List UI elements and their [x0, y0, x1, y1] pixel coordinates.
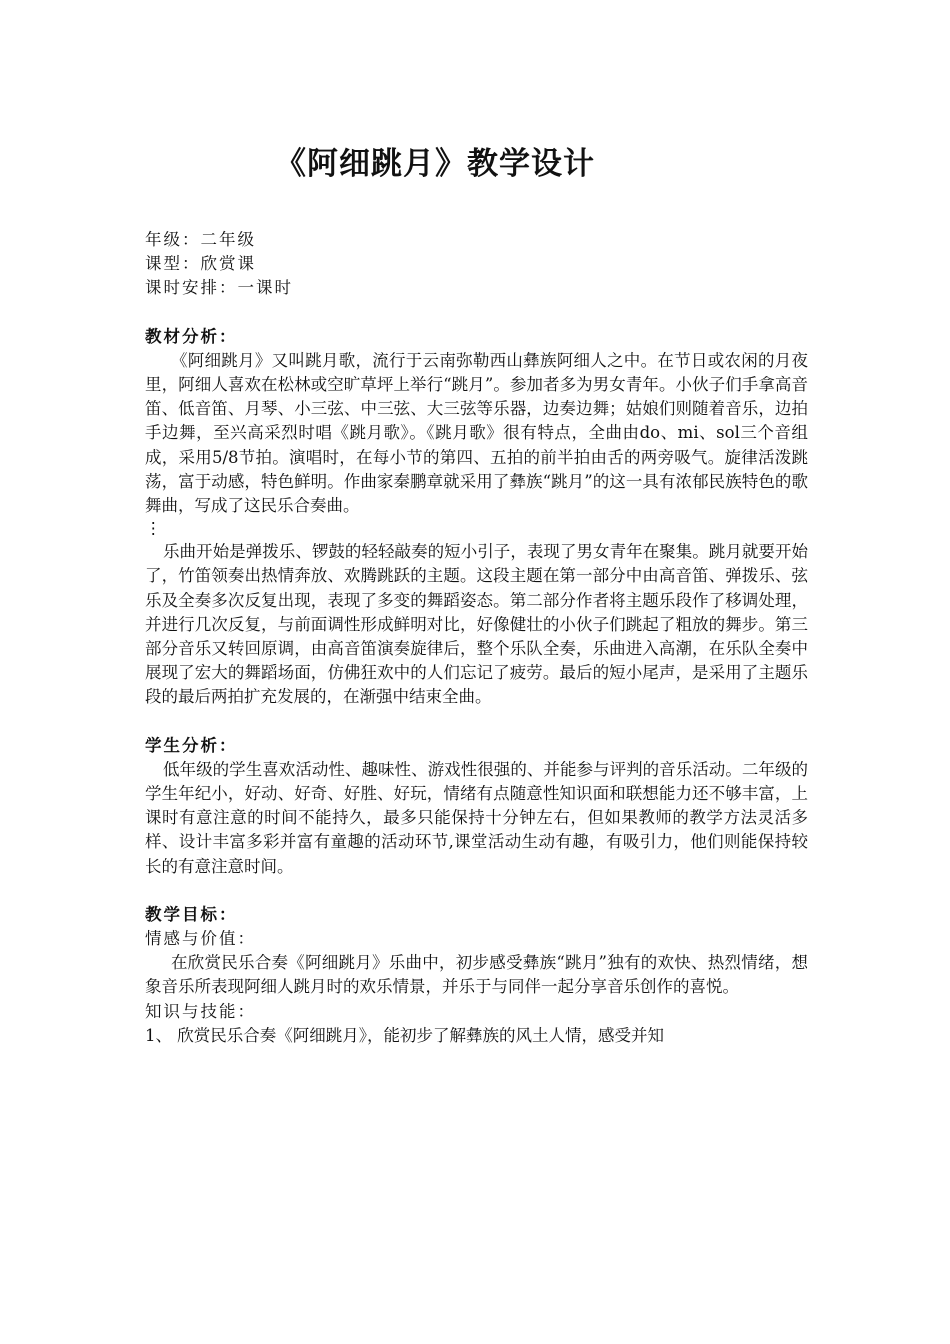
- material-analysis-paragraph-2: 乐曲开始是弹拨乐、锣鼓的轻轻敲奏的短小引子，表现了男女青年在聚集。跳月就要开始了，竹笛领奏出热情奔放、欢腾跳跃的主题。这段主题在第一部分中由高音笛、弹拨乐、弦乐及全奏多次反复出现，表现了多变的舞蹈姿态。第二部分作者将主题乐段作了移调处理，并进行几次反复，与前面调性形成鲜明对比，好像健壮的小伙子们跳起了粗放的舞步。第三部分音乐又转回原调，由高音笛演奏旋律后，整个乐队全奏，乐曲进入高潮，在乐队全奏中展现了宏大的舞蹈场面，仿佛狂欢中的人们忘记了疲劳。最后的短小尾声，是采用了主题乐段的最后两拍扩充发展的，在渐强中结束全曲。: [145, 542, 808, 707]
- lesson-type-line: 课型：欣赏课: [145, 254, 256, 274]
- emotion-value-paragraph: 在欣赏民乐合奏《阿细跳月》乐曲中，初步感受彝族“跳月”独有的欢快、热烈情绪，想象音乐所表现阿细人跳月时的欢乐情景，并乐于与同伴一起分享音乐创作的喜悦。: [145, 953, 808, 997]
- knowledge-skill-heading: 知识与技能：: [145, 1001, 256, 1021]
- teaching-goals-heading: 教学目标：: [145, 904, 238, 924]
- student-analysis-heading: 学生分析：: [145, 735, 238, 755]
- document-body: [145, 228, 808, 1048]
- ellipsis-mark: ⋮: [145, 519, 162, 539]
- spacer: [145, 879, 808, 903]
- material-analysis-heading: 教材分析：: [145, 326, 238, 346]
- spacer: [145, 301, 808, 325]
- student-analysis-paragraph: 低年级的学生喜欢活动性、趣味性、游戏性很强的、并能参与评判的音乐活动。二年级的学生年纪小，好动、好奇、好胜、好玩，情绪有点随意性知识面和联想能力还不够丰富，上课时有意注意的时间不能持久，最多只能保持十分钟左右，但如果教师的教学方法灵活多样、设计丰富多彩并富有童趣的活动环节,课堂活动生动有趣，有吸引力，他们则能保持较长的有意注意时间。: [145, 759, 808, 876]
- schedule-line: 课时安排：一课时: [145, 278, 293, 298]
- knowledge-skill-item-1: 1、 欣赏民乐合奏《阿细跳月》，能初步了解彝族的风土人情，感受并知: [145, 1025, 664, 1045]
- material-analysis-paragraph-1: 《阿细跳月》又叫跳月歌，流行于云南弥勒西山彝族阿细人之中。在节日或农闲的月夜里，阿细人喜欢在松林或空旷草坪上举行“跳月”。参加者多为男女青年。小伙子们手拿高音笛、低音笛、月琴、小三弦、中三弦、大三弦等乐器，边奏边舞；姑娘们则随着音乐，边拍手边舞，至兴高采烈时唱《跳月歌》。《跳月歌》很有特点，全曲由do、mi、sol三个音组成，采用5/8节拍。演唱时，在每小节的第四、五拍的前半拍由舌的两旁吸气。旋律活泼跳荡，富于动感，特色鲜明。作曲家秦鹏章就采用了彝族“跳月”的这一具有浓郁民族特色的歌舞曲，写成了这民乐合奏曲。: [145, 350, 808, 516]
- spacer: [145, 710, 808, 734]
- grade-line: 年级：二年级: [145, 230, 256, 249]
- document-title: 《阿细跳月》教学设计: [275, 146, 595, 182]
- emotion-value-heading: 情感与价值：: [145, 929, 256, 949]
